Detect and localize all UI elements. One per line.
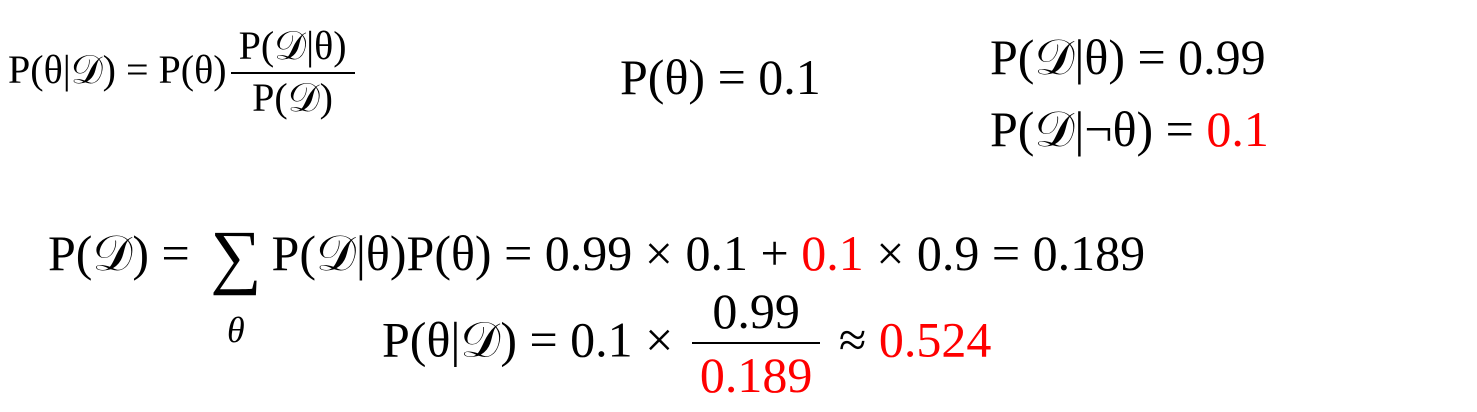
bayes-equals: = bbox=[115, 47, 159, 93]
posterior-times: × bbox=[632, 311, 686, 368]
posterior-factor: 0.1 bbox=[570, 311, 633, 368]
summation bbox=[210, 216, 262, 350]
likelihood-true-lhs: P(𝒟|θ) bbox=[990, 29, 1125, 85]
evidence-equals-1: = bbox=[149, 225, 203, 281]
evidence-b: 0.1 bbox=[685, 225, 748, 281]
evidence-equals-2: = bbox=[491, 225, 545, 281]
evidence-result: 0.189 bbox=[1032, 225, 1146, 281]
likelihood-true-value: 0.99 bbox=[1178, 29, 1266, 85]
posterior-fraction-bar bbox=[692, 342, 821, 344]
evidence-c: 0.1 bbox=[801, 225, 864, 281]
bayes-denominator: P(𝒟) bbox=[252, 75, 333, 120]
likelihood-false-equals: = bbox=[1153, 101, 1207, 157]
summation-index: θ bbox=[227, 310, 245, 350]
bayes-fraction bbox=[231, 23, 355, 120]
evidence-d: 0.9 bbox=[916, 225, 980, 281]
posterior-equation bbox=[382, 283, 992, 403]
posterior-denominator: 0.189 bbox=[699, 347, 813, 403]
posterior-numerator: 0.99 bbox=[712, 283, 800, 339]
evidence-term: P(𝒟|θ)P(θ) bbox=[271, 225, 492, 281]
posterior-fraction bbox=[692, 283, 821, 403]
prior-equation bbox=[620, 49, 821, 105]
summation-symbol: ∑ bbox=[210, 216, 262, 296]
prior-lhs: P(θ) bbox=[620, 49, 706, 105]
evidence-equals-3: = bbox=[979, 225, 1033, 281]
evidence-times-1: × bbox=[632, 225, 686, 281]
likelihood-true-equals: = bbox=[1124, 29, 1179, 85]
posterior-result: 0.524 bbox=[878, 311, 992, 368]
likelihood-false-lhs: P(𝒟|¬θ) bbox=[990, 101, 1154, 157]
posterior-approx: ≈ bbox=[826, 311, 879, 368]
bayes-numerator: P(𝒟|θ) bbox=[238, 23, 347, 68]
bayes-prior-term: P(θ) bbox=[158, 47, 227, 93]
evidence-lhs: P(𝒟) bbox=[48, 225, 150, 281]
bayes-rule-equation bbox=[8, 23, 355, 120]
posterior-lhs: P(θ|𝒟) bbox=[382, 311, 517, 368]
bayes-lhs: P(θ|𝒟) bbox=[8, 47, 116, 93]
posterior-equals: = bbox=[516, 311, 571, 368]
likelihood-true-equation bbox=[990, 29, 1266, 85]
evidence-a: 0.99 bbox=[544, 225, 633, 281]
likelihood-false-equation bbox=[990, 101, 1269, 157]
prior-value: 0.1 bbox=[758, 49, 821, 105]
evidence-times-2: × bbox=[863, 225, 917, 281]
prior-equals: = bbox=[705, 49, 759, 105]
bayes-fraction-bar bbox=[231, 72, 355, 74]
likelihood-false-value: 0.1 bbox=[1206, 101, 1269, 157]
evidence-plus: + bbox=[747, 225, 802, 281]
